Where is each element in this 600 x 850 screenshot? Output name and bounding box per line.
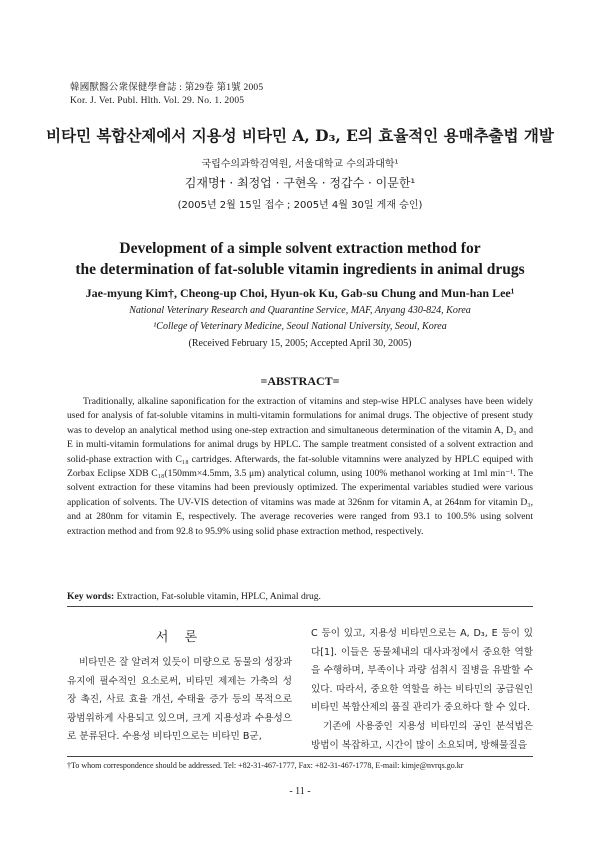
page-number: - 11 - xyxy=(289,786,311,797)
korean-title: 비타민 복합산제에서 지용성 비타민 A, D₃, E의 효율적인 용매추출법 개발 xyxy=(46,126,554,145)
english-title-line1: Development of a simple solvent extraction method for xyxy=(119,240,481,257)
english-affiliation-1: National Veterinary Research and Quarantine Service, MAF, Anyang 430-824, Korea xyxy=(129,305,471,316)
keywords-label: Key words: xyxy=(67,591,115,602)
intro-paragraph-right-2: 기존에 사용중인 지용성 비타민의 공인 분석법은 방법이 복잡하고, 시간이 많이 소요되며, 방해물질을 xyxy=(311,720,533,751)
footnote-divider xyxy=(67,756,533,757)
abstract-heading: =ABSTRACT= xyxy=(260,374,340,388)
intro-paragraph-left: 비타민은 잘 알려져 있듯이 미량으로 동물의 성장과 유지에 필수적인 요소로써, 비타민 제제는 가축의 성장 촉진, 사료 효율 개선, 수태율 증가 등의 목적으로 광범위하게 사용되고 있으며, 크게 지용성과 수용성으로 분류된다. 수용성 비타민으로는 비타민 B군, xyxy=(67,657,292,743)
journal-citation-korean: 韓國獸醫公衆保健學會誌 : 第29卷 第1號 2005 xyxy=(70,83,264,93)
abstract-body xyxy=(67,395,533,539)
intro-paragraph-right-1: C 등이 있고, 지용성 비타민으로는 A, D₃, E 등이 있다[1]. 이들은 동물체내의 대사과정에서 중요한 역할을 수행하며, 부족이나 과량 섭취시 질병을 유발할 수 있다. 따라서, 중요한 역할을 하는 비타민의 공급원인 비타민 복합산제의 품질 관리가 중요하다 할 수 있다. xyxy=(311,628,533,714)
section-divider xyxy=(67,606,533,607)
korean-authors: 김재명† · 최정업 · 구현옥 · 정갑수 · 이문한¹ xyxy=(184,176,416,190)
english-authors: Jae-myung Kim†, Cheong-up Choi, Hyun-ok Ku, Gab-su Chung and Mun-han Lee¹ xyxy=(85,286,515,300)
keywords-text: Extraction, Fat-soluble vitamin, HPLC, Animal drug. xyxy=(114,591,321,602)
english-title-line2: the determination of fat-soluble vitamin ingredients in animal drugs xyxy=(75,261,525,278)
correspondence-footnote: †To whom correspondence should be addressed. Tel: +82-31-467-1777, Fax: +82-31-467-1778, E-mail: kimje@nvrqs.go.kr xyxy=(67,761,464,770)
keywords xyxy=(67,591,533,602)
introduction-heading: 서 론 xyxy=(155,630,204,645)
korean-received-date: (2005년 2월 15일 접수 ; 2005년 4월 30일 게재 승인) xyxy=(177,200,423,211)
korean-affiliation: 국립수의과학검역원, 서울대학교 수의과대학¹ xyxy=(201,159,399,170)
journal-header xyxy=(70,82,263,108)
right-column xyxy=(311,625,533,755)
english-affiliation-2: ¹College of Veterinary Medicine, Seoul National University, Seoul, Korea xyxy=(153,321,447,332)
journal-citation-english: Kor. J. Vet. Publ. Hlth. Vol. 29. No. 1. 2005 xyxy=(70,96,245,106)
left-column xyxy=(67,654,292,747)
abstract-text: Traditionally, alkaline saponification for the extraction of vitamins and step-wise HPLC analyses have been widely used for analysis of fat-soluble vitamins in multi-vitamin formulations for animal drugs. The objective of present study was to develop an analytical method using one-step extraction and simultaneous determination of the vitamin A, D₃ and E in multi-vitamin formulations for animal drugs by HPLC. The sample treatment consisted of a solvent extraction and solid-phase extraction with C₁₈ cartridges. Afterwards, the fat-soluble vitamnins were analyzed by HPLC equiped with Zorbax Eclipse XDB C₁₈(150mm×4.5mm, 3.5 μm) analytical column, using 100% methanol working at 1ml min⁻¹. The solvent extraction for these vitamins had been previously optimized. The experimental variables studied were various application of solvents. The UV-VIS detection of vitamins was made at 326nm for vitamin A, at 264nm for vitamin D₃, and at 280nm for vitamin E, respectively. The average recoveries were ranged from 93.1 to 100.5% using solvent extraction method and from 92.8 to 95.9% using solid phase extraction method, respectively. xyxy=(67,396,533,537)
english-title xyxy=(0,238,600,280)
english-received-date: (Received February 15, 2005; Accepted April 30, 2005) xyxy=(188,338,412,349)
